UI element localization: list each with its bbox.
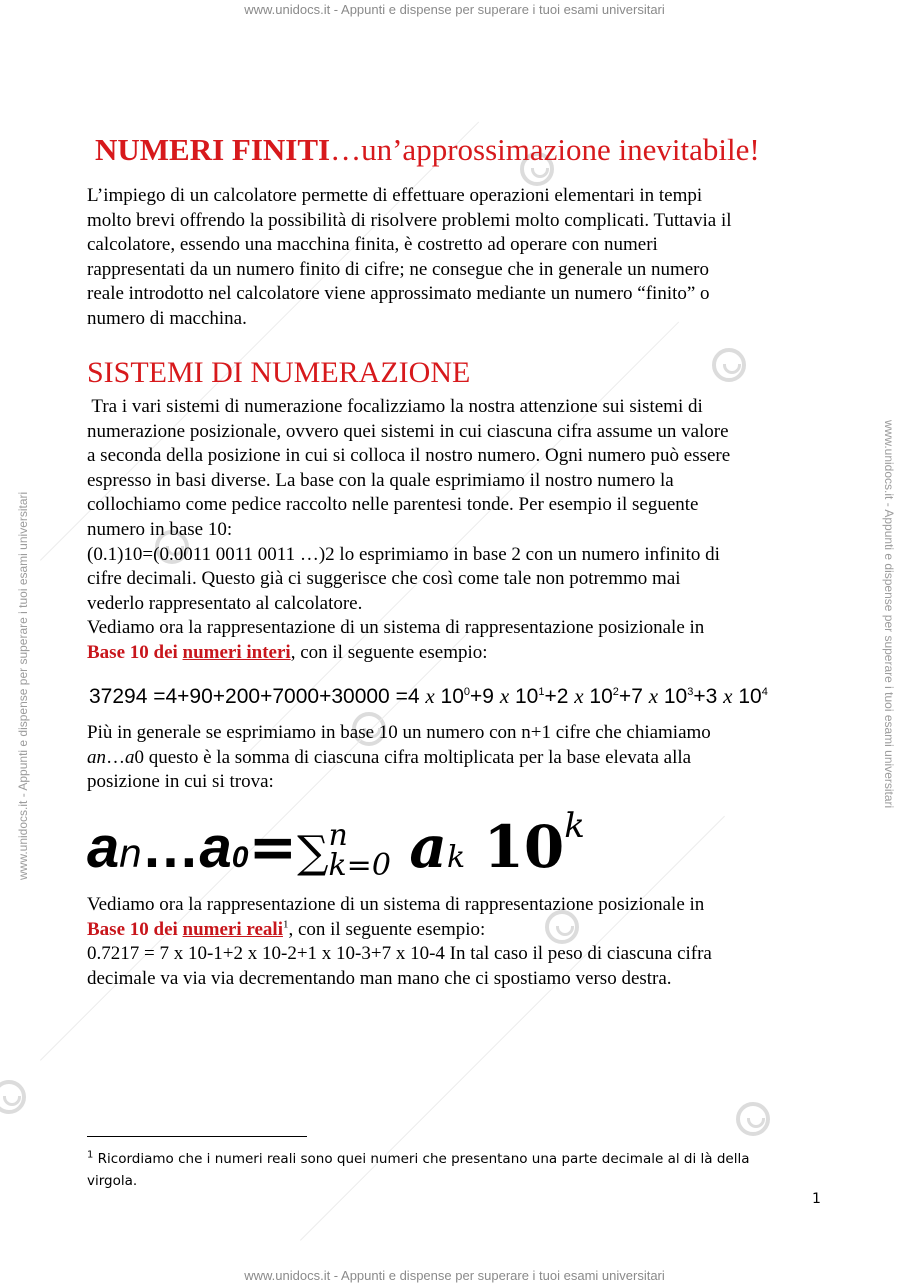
integers-link[interactable]: numeri interi [182,641,291,663]
eq-x: x [574,684,584,708]
eq-x: x [723,684,733,708]
integer-example-equation: 37294 =4+90+200+7000+30000 =4 x $10^0+9$ x $10^1+2$ x $10^2+7$ x $10^3+3$ x $10^4$ [89,684,768,708]
formula-a: a [87,815,120,880]
section-heading: SISTEMI DI NUMERAZIONE [87,356,471,389]
general-line: Più in generale se esprimiamo in base 10 un numero con n+1 cifre che chiamiamo [87,722,711,743]
page-number: 1 [812,1191,821,1207]
footnote-ref[interactable]: 1 [282,918,289,931]
eq-ten: 10 [509,685,539,708]
watermark-side-right: www.unidocs.it - Appunti e dispense per superare i tuoi esami universitari [882,420,896,809]
reals-line-base [87,918,827,943]
formula-equals: = [248,813,298,881]
reals-paragraph [87,893,827,991]
eq-mult: 9 [482,685,494,708]
title-rest: …un’approssimazione inevitabile! [330,132,760,167]
eq-mult: 7 [631,685,643,708]
general-a0-digit: 0 [134,746,144,768]
formula-dots: … [141,815,200,880]
intro-line: L’impiego di un calcolatore permette di effettuare operazioni elementari in tempi [87,185,703,206]
body-line: numerazione posizionale, ovvero quei sistemi in cui ciascuna cifra assume un valore [87,420,729,442]
footnote-divider [87,1136,307,1137]
reals-line: 0.7217 = 7 x 10-1+2 x 10-2+1 x 10-3+7 x 10-4 In tal caso il peso di ciascuna cifra [87,943,712,965]
eq-ten: 10 [583,685,613,708]
body-line: cifre decimali. Questo già ci suggerisce che così come tale non potremmo mai [87,568,681,590]
footnote [87,1148,827,1192]
body-line: espresso in basi diverse. La base con la quale esprimiamo il nostro numero la [87,469,674,491]
footnote-text: Ricordiamo che i numeri reali sono quei numeri che presentano una parte decimale al di là della [93,1151,750,1167]
footnote-mark: 1 [87,1149,94,1161]
watermark-logo-icon [736,1102,770,1136]
intro-paragraph [87,184,827,332]
formula-k: k [446,840,466,875]
general-paragraph [87,721,827,795]
body-line: Vediamo ora la rappresentazione di un sistema di rappresentazione posizionale in [87,617,705,639]
after-integers: , con il seguente esempio: [290,641,488,663]
sum-formula [87,805,585,893]
formula-a: a [199,815,232,880]
formula-upper: n [328,817,348,853]
eq-mult: 2 [556,685,569,708]
general-rest: questo è la somma di ciascuna cifra moltiplicata per la base elevata alla [144,746,692,768]
watermark-banner-bottom: www.unidocs.it - Appunti e dispense per superare i tuoi esami universitari [244,1268,665,1283]
footnote-text-2: virgola. [87,1173,138,1189]
formula-lower: k=0 [328,847,391,883]
page-title [95,132,760,168]
eq-x: x [648,684,659,708]
eq-exp: 1 [538,686,545,698]
body-line: collochiamo come pedice raccolto nelle parentesi tonde. Per esempio il seguente [87,494,699,516]
formula-ten: 10 [483,813,565,881]
reals-link[interactable]: numeri reali [182,918,283,940]
reals-after: , con il seguente esempio: [288,918,486,940]
general-dots: … [106,746,125,768]
body-line-base [87,641,827,666]
eq-exp: 3 [687,686,694,698]
formula-exp: k [564,805,585,846]
formula-zero: 0 [231,841,249,874]
formula-sum-icon: ∑ [297,827,329,878]
body-line: vederlo rappresentato al calcolatore. [87,592,363,614]
eq-x: x [499,684,510,708]
title-bold: NUMERI FINITI [95,132,331,167]
intro-line: calcolatore, essendo una macchina finita, è costretto ad operare con numeri [87,234,658,256]
eq-exp: 0 [463,686,471,698]
watermark-logo-icon [712,348,746,382]
intro-line: molto brevi offrendo la possibilità di risolvere problemi molto complicati. Tuttavia il [87,209,732,231]
watermark-side-left: www.unidocs.it - Appunti e dispense per superare i tuoi esami universitari [16,491,30,880]
reals-line: decimale va via via decrementando man mano che ci spostiamo verso destra. [87,967,672,989]
eq-exp: 2 [612,686,619,698]
body-line: numero in base 10: [87,518,233,540]
formula-n: n [119,832,142,876]
eq-lhs: 37294 =4+90+200+7000+30000 =4 [89,685,426,708]
general-line [87,746,827,771]
eq-exp: 4 [761,686,768,698]
eq-ten: 10 [732,685,762,708]
eq-mult: 3 [705,685,718,708]
intro-line: reale introdotto nel calcolatore viene approssimato mediante un numero “finito” o [87,283,710,305]
watermark-logo-icon [0,1080,26,1114]
body-line: Tra i vari sistemi di numerazione focalizziamo la nostra attenzione sui sistemi di [87,396,703,417]
general-a0: a [125,746,135,768]
formula-ak: a [409,813,447,881]
reals-line: Vediamo ora la rappresentazione di un sistema di rappresentazione posizionale in [87,894,705,915]
general-an: an [87,746,106,768]
eq-ten: 10 [658,685,688,708]
eq-ten: 10 [434,685,464,708]
base-label: Base 10 dei [87,641,183,663]
intro-line: numero di macchina. [87,307,247,329]
body-paragraph [87,395,827,666]
eq-x: x [425,684,435,708]
general-line: posizione in cui si trova: [87,771,274,793]
reals-base-label: Base 10 dei [87,918,183,940]
body-line: (0.1)10=(0.0011 0011 0011 …)2 lo esprimiamo in base 2 con un numero infinito di [87,543,720,565]
watermark-banner-top: www.unidocs.it - Appunti e dispense per superare i tuoi esami universitari [244,2,665,17]
body-line: a seconda della posizione in cui si colloca il nostro numero. Ogni numero può essere [87,445,731,467]
intro-line: rappresentati da un numero finito di cifre; ne consegue che in generale un numero [87,258,710,280]
